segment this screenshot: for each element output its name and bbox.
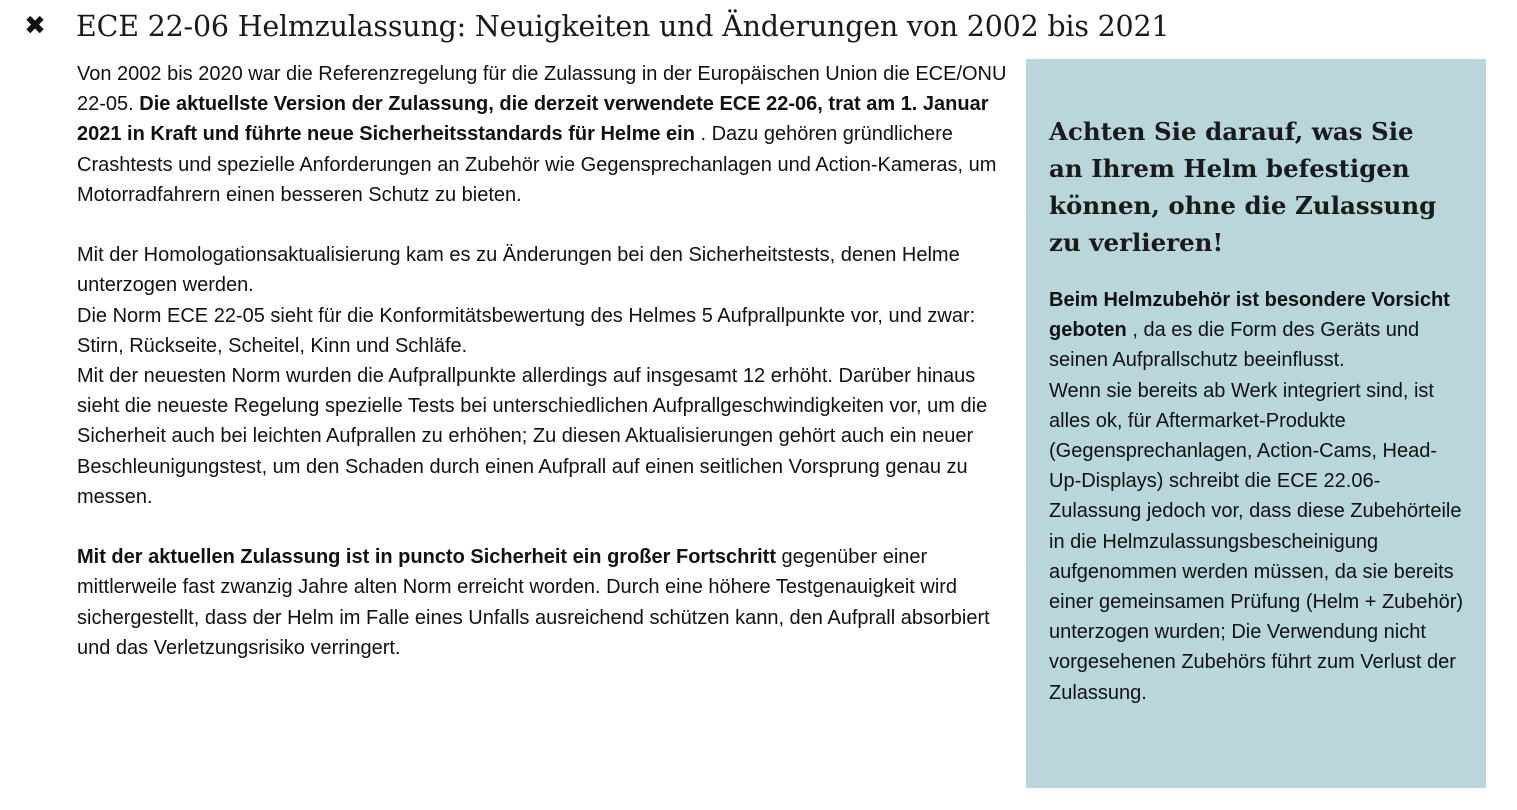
page-title: ECE 22-06 Helmzulassung: Neuigkeiten und Änderungen von 2002 bis 2021: [76, 9, 1170, 43]
sidebar-paragraph: [1049, 285, 1464, 708]
sidebar-text-1: , da es die Form des Geräts und seinen Aufprallschutz beeinflusst.: [1049, 319, 1420, 372]
progress-bold: Mit der aktuellen Zulassung ist in puncto Sicherheit ein großer Fortschritt: [77, 546, 776, 569]
homologation-paragraph: Mit der Homologationsaktualisierung kam es zu Änderungen bei den Sicherheitstests, denen Helme unterzogen werden.: [77, 244, 960, 297]
close-icon[interactable]: ✖: [24, 11, 46, 41]
norm-2205-paragraph: Die Norm ECE 22-05 sieht für die Konformitätsbewertung des Helmes 5 Aufprallpunkte vor, und zwar: Stirn, Rückseite, Scheitel, Kinn und Schläfe.: [77, 304, 976, 357]
progress-paragraph: [77, 542, 1007, 663]
paragraph-gap: [77, 210, 1007, 240]
sidebar-text-2: Wenn sie bereits ab Werk integriert sind, ist alles ok, für Aftermarket-Produkte (Gegensprechanlagen, Action-Cams, Head-Up-Displays) schreibt die ECE 22.06-Zulassung jedoch vor, dass diese Zubehörteile in die Helmzulassungsbescheinigung aufgenommen werden müssen, da sie bereits einer gemeinsamen Prüfung (Helm + Zubehör) unterzogen wurden; Die Verwendung nicht vorgesehenen Zubehörs führt zum Verlust der Zulassung.: [1049, 379, 1464, 704]
intro-bold: Die aktuellste Version der Zulassung, die derzeit verwendete ECE 22-06, trat am 1. Januar 2021 in Kraft und führte neue Sicherheitsstandards für Helme ein: [77, 93, 989, 146]
paragraph-gap: [77, 512, 1007, 542]
sidebar-bold: Beim Helmzubehör ist besondere Vorsicht geboten: [1049, 289, 1450, 342]
sidebar-box: [1026, 59, 1486, 788]
intro-text-1: Von 2002 bis 2020 war die Referenzregelung für die Zulassung in der Europäischen Union die ECE/ONU 22-05.: [77, 63, 1007, 116]
sidebar-heading: Achten Sie darauf, was Sie an Ihrem Helm befestigen können, ohne die Zulassung zu verlieren!: [1049, 117, 1437, 257]
intro-text-2: . Dazu gehören gründlichere Crashtests und spezielle Anforderungen an Zubehör wie Gegensprechanlagen und Action-Kameras, um Motorradfahrern einen besseren Schutz zu bieten.: [77, 123, 997, 206]
header: [20, 4, 1169, 48]
new-norm-paragraph: Mit der neuesten Norm wurden die Aufprallpunkte allerdings auf insgesamt 12 erhöht. Darüber hinaus sieht die neueste Regelung spezielle Tests bei unterschiedlichen Aufprallgeschwindigkeiten vor, um die Sicherheit auch bei leichten Aufprallen zu erhöhen; Zu diesen Aktualisierungen gehört auch ein neuer Beschleunigungstest, um den Schaden durch einen Aufprall auf einen seitlichen Vorsprung genau zu messen.: [77, 365, 988, 508]
progress-text: gegenüber einer mittlerweile fast zwanzig Jahre alten Norm erreicht worden. Durch eine höhere Testgenauigkeit wird sichergestellt, dass der Helm im Falle eines Unfalls ausreichend schützen kann, den Aufprall absorbiert und das Verletzungsrisiko verringert.: [77, 546, 990, 659]
intro-paragraph: [77, 59, 1007, 210]
main-content: [77, 59, 1007, 663]
